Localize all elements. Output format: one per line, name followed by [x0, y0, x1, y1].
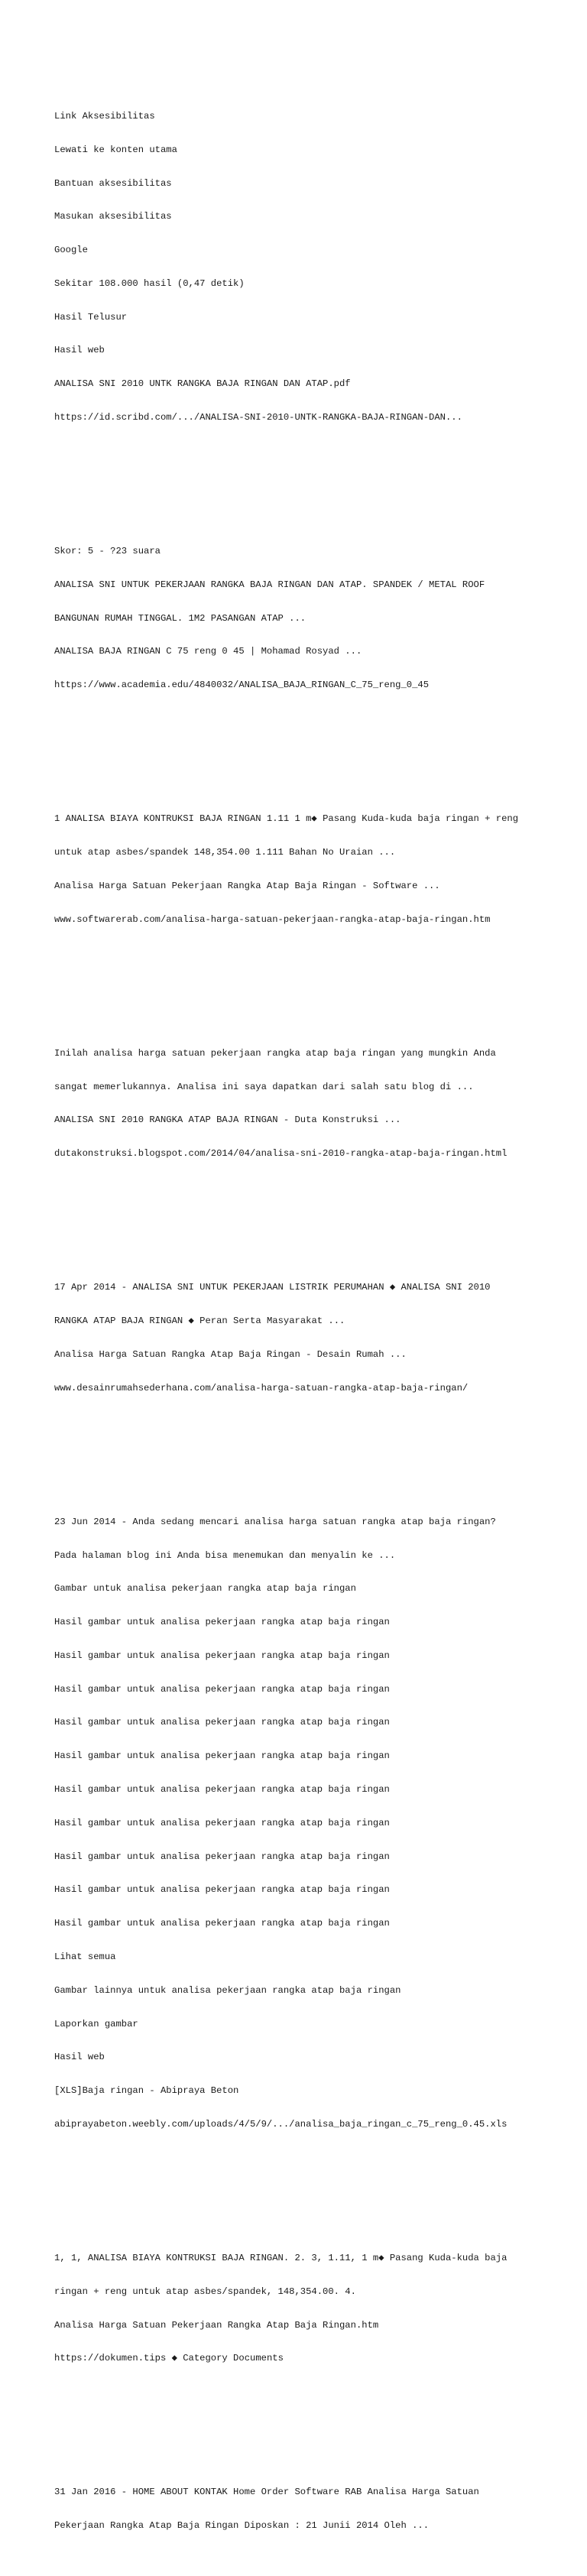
- image-result[interactable]: Hasil gambar untuk analisa pekerjaan rangka atap baja ringan: [54, 1817, 390, 1828]
- image-result[interactable]: Hasil gambar untuk analisa pekerjaan rangka atap baja ringan: [54, 1683, 390, 1695]
- result-block: [54, 1260, 543, 1416]
- result-block: [54, 791, 543, 947]
- result-snippet: Pada halaman blog ini Anda bisa menemukan dan menyalin ke ...: [54, 1549, 396, 1561]
- result-title[interactable]: Analisa Harga Satuan Rangka Atap Baja Ringan - Desain Rumah ...: [54, 1348, 407, 1360]
- paragraph-gap: [54, 1449, 543, 1461]
- result-count: Sekitar 108.000 hasil (0,47 detik): [54, 277, 245, 289]
- result-snippet: ANALISA SNI UNTUK PEKERJAAN RANGKA BAJA RINGAN DAN ATAP. SPANDEK / METAL ROOF: [54, 579, 485, 590]
- header-block: [54, 89, 543, 446]
- paragraph-gap: [54, 747, 543, 758]
- result-block: [54, 2230, 543, 2386]
- result-snippet: Inilah analisa harga satuan pekerjaan rangka atap baja ringan yang mungkin Anda: [54, 1047, 496, 1059]
- image-result[interactable]: Hasil gambar untuk analisa pekerjaan rangka atap baja ringan: [54, 1884, 390, 1896]
- paragraph-gap: [54, 479, 543, 491]
- result-title[interactable]: ANALISA SNI 2010 UNTK RANGKA BAJA RINGAN DAN ATAP.pdf: [54, 378, 351, 390]
- result-url[interactable]: https://dokumen.tips ◆ Category Documents: [54, 2353, 284, 2364]
- result-block: [54, 1026, 543, 1182]
- result-block: [54, 2464, 543, 2554]
- web-results-heading: Hasil web: [54, 345, 105, 356]
- result-rating: Skor: 5 - ?23 suara: [54, 546, 161, 557]
- accessibility-links-heading: Link Aksesibilitas: [54, 110, 155, 122]
- result-url[interactable]: www.desainrumahsederhana.com/analisa-harga-satuan-rangka-atap-baja-ringan/: [54, 1382, 469, 1393]
- image-result[interactable]: Hasil gambar untuk analisa pekerjaan rangka atap baja ringan: [54, 1717, 390, 1728]
- paragraph-gap: [54, 981, 543, 992]
- result-snippet: 1, 1, ANALISA BIAYA KONTRUKSI BAJA RINGAN. 2. 3, 1.11, 1 m◆ Pasang Kuda-kuda baja: [54, 2252, 508, 2263]
- result-url[interactable]: abiprayabeton.weebly.com/uploads/4/5/9/.../analisa_baja_ringan_c_75_reng_0.45.xls: [54, 2118, 508, 2130]
- result-title[interactable]: ANALISA BAJA RINGAN C 75 reng 0 45 | Mohamad Rosyad ...: [54, 646, 362, 657]
- image-result[interactable]: Hasil gambar untuk analisa pekerjaan rangka atap baja ringan: [54, 1784, 390, 1796]
- result-snippet: RANGKA ATAP BAJA RINGAN ◆ Peran Serta Masyarakat ...: [54, 1316, 345, 1327]
- result-snippet: 23 Jun 2014 - Anda sedang mencari analisa harga satuan rangka atap baja ringan?: [54, 1516, 496, 1527]
- search-results-heading: Hasil Telusur: [54, 311, 128, 323]
- result-snippet: BANGUNAN RUMAH TINGGAL. 1M2 PASANGAN ATAP ...: [54, 612, 306, 624]
- result-snippet: ringan + reng untuk atap asbes/spandek, 148,354.00. 4.: [54, 2286, 356, 2297]
- google-label: Google: [54, 245, 88, 256]
- paragraph-gap: [54, 2420, 543, 2432]
- skip-to-content-link[interactable]: Lewati ke konten utama: [54, 144, 177, 155]
- result-block: [54, 524, 543, 713]
- result-url[interactable]: https://id.scribd.com/.../ANALISA-SNI-2010-UNTK-RANGKA-BAJA-RINGAN-DAN...: [54, 412, 462, 423]
- accessibility-help-link[interactable]: Bantuan aksesibilitas: [54, 177, 172, 189]
- result-title[interactable]: ANALISA SNI 2010 RANGKA ATAP BAJA RINGAN - Duta Konstruksi ...: [54, 1114, 401, 1126]
- more-images-link[interactable]: Gambar lainnya untuk analisa pekerjaan rangka atap baja ringan: [54, 1984, 401, 1996]
- image-result[interactable]: Hasil gambar untuk analisa pekerjaan rangka atap baja ringan: [54, 1851, 390, 1862]
- web-results-heading: Hasil web: [54, 2052, 105, 2063]
- image-result[interactable]: Hasil gambar untuk analisa pekerjaan rangka atap baja ringan: [54, 1617, 390, 1628]
- result-block: [54, 1494, 543, 2153]
- result-title[interactable]: [XLS]Baja ringan - Abipraya Beton: [54, 2085, 239, 2097]
- result-snippet: sangat memerlukannya. Analisa ini saya dapatkan dari salah satu blog di ...: [54, 1081, 474, 1092]
- paragraph-gap: [54, 1215, 543, 1227]
- accessibility-feedback-link[interactable]: Masukan aksesibilitas: [54, 211, 172, 222]
- paragraph-gap: [54, 2185, 543, 2197]
- result-title[interactable]: Analisa Harga Satuan Pekerjaan Rangka Atap Baja Ringan.htm: [54, 2319, 379, 2331]
- result-snippet: untuk atap asbes/spandek 148,354.00 1.111 Bahan No Uraian ...: [54, 847, 396, 858]
- result-snippet: 31 Jan 2016 - HOME ABOUT KONTAK Home Order Software RAB Analisa Harga Satuan: [54, 2487, 479, 2498]
- result-url[interactable]: https://www.academia.edu/4840032/ANALISA_BAJA_RINGAN_C_75_reng_0_45: [54, 680, 430, 691]
- image-result[interactable]: Hasil gambar untuk analisa pekerjaan rangka atap baja ringan: [54, 1918, 390, 1929]
- image-results-heading[interactable]: Gambar untuk analisa pekerjaan rangka atap baja ringan: [54, 1583, 356, 1595]
- image-result[interactable]: Hasil gambar untuk analisa pekerjaan rangka atap baja ringan: [54, 1650, 390, 1661]
- result-snippet: 1 ANALISA BIAYA KONTRUKSI BAJA RINGAN 1.11 1 m◆ Pasang Kuda-kuda baja ringan + reng: [54, 813, 519, 825]
- result-title[interactable]: Analisa Harga Satuan Pekerjaan Rangka Atap Baja Ringan - Software ...: [54, 880, 440, 891]
- result-url[interactable]: www.softwarerab.com/analisa-harga-satuan-pekerjaan-rangka-atap-baja-ringan.htm: [54, 913, 491, 925]
- result-snippet: Pekerjaan Rangka Atap Baja Ringan Diposkan : 21 Junii 2014 Oleh ...: [54, 2520, 430, 2532]
- report-images-link[interactable]: Laporkan gambar: [54, 2018, 138, 2029]
- result-url[interactable]: dutakonstruksi.blogspot.com/2014/04/analisa-sni-2010-rangka-atap-baja-ringan.html: [54, 1148, 508, 1160]
- document-page: [54, 55, 543, 2576]
- result-snippet: 17 Apr 2014 - ANALISA SNI UNTUK PEKERJAAN LISTRIK PERUMAHAN ◆ ANALISA SNI 2010: [54, 1282, 491, 1293]
- see-all-link[interactable]: Lihat semua: [54, 1951, 116, 1962]
- image-result[interactable]: Hasil gambar untuk analisa pekerjaan rangka atap baja ringan: [54, 1750, 390, 1762]
